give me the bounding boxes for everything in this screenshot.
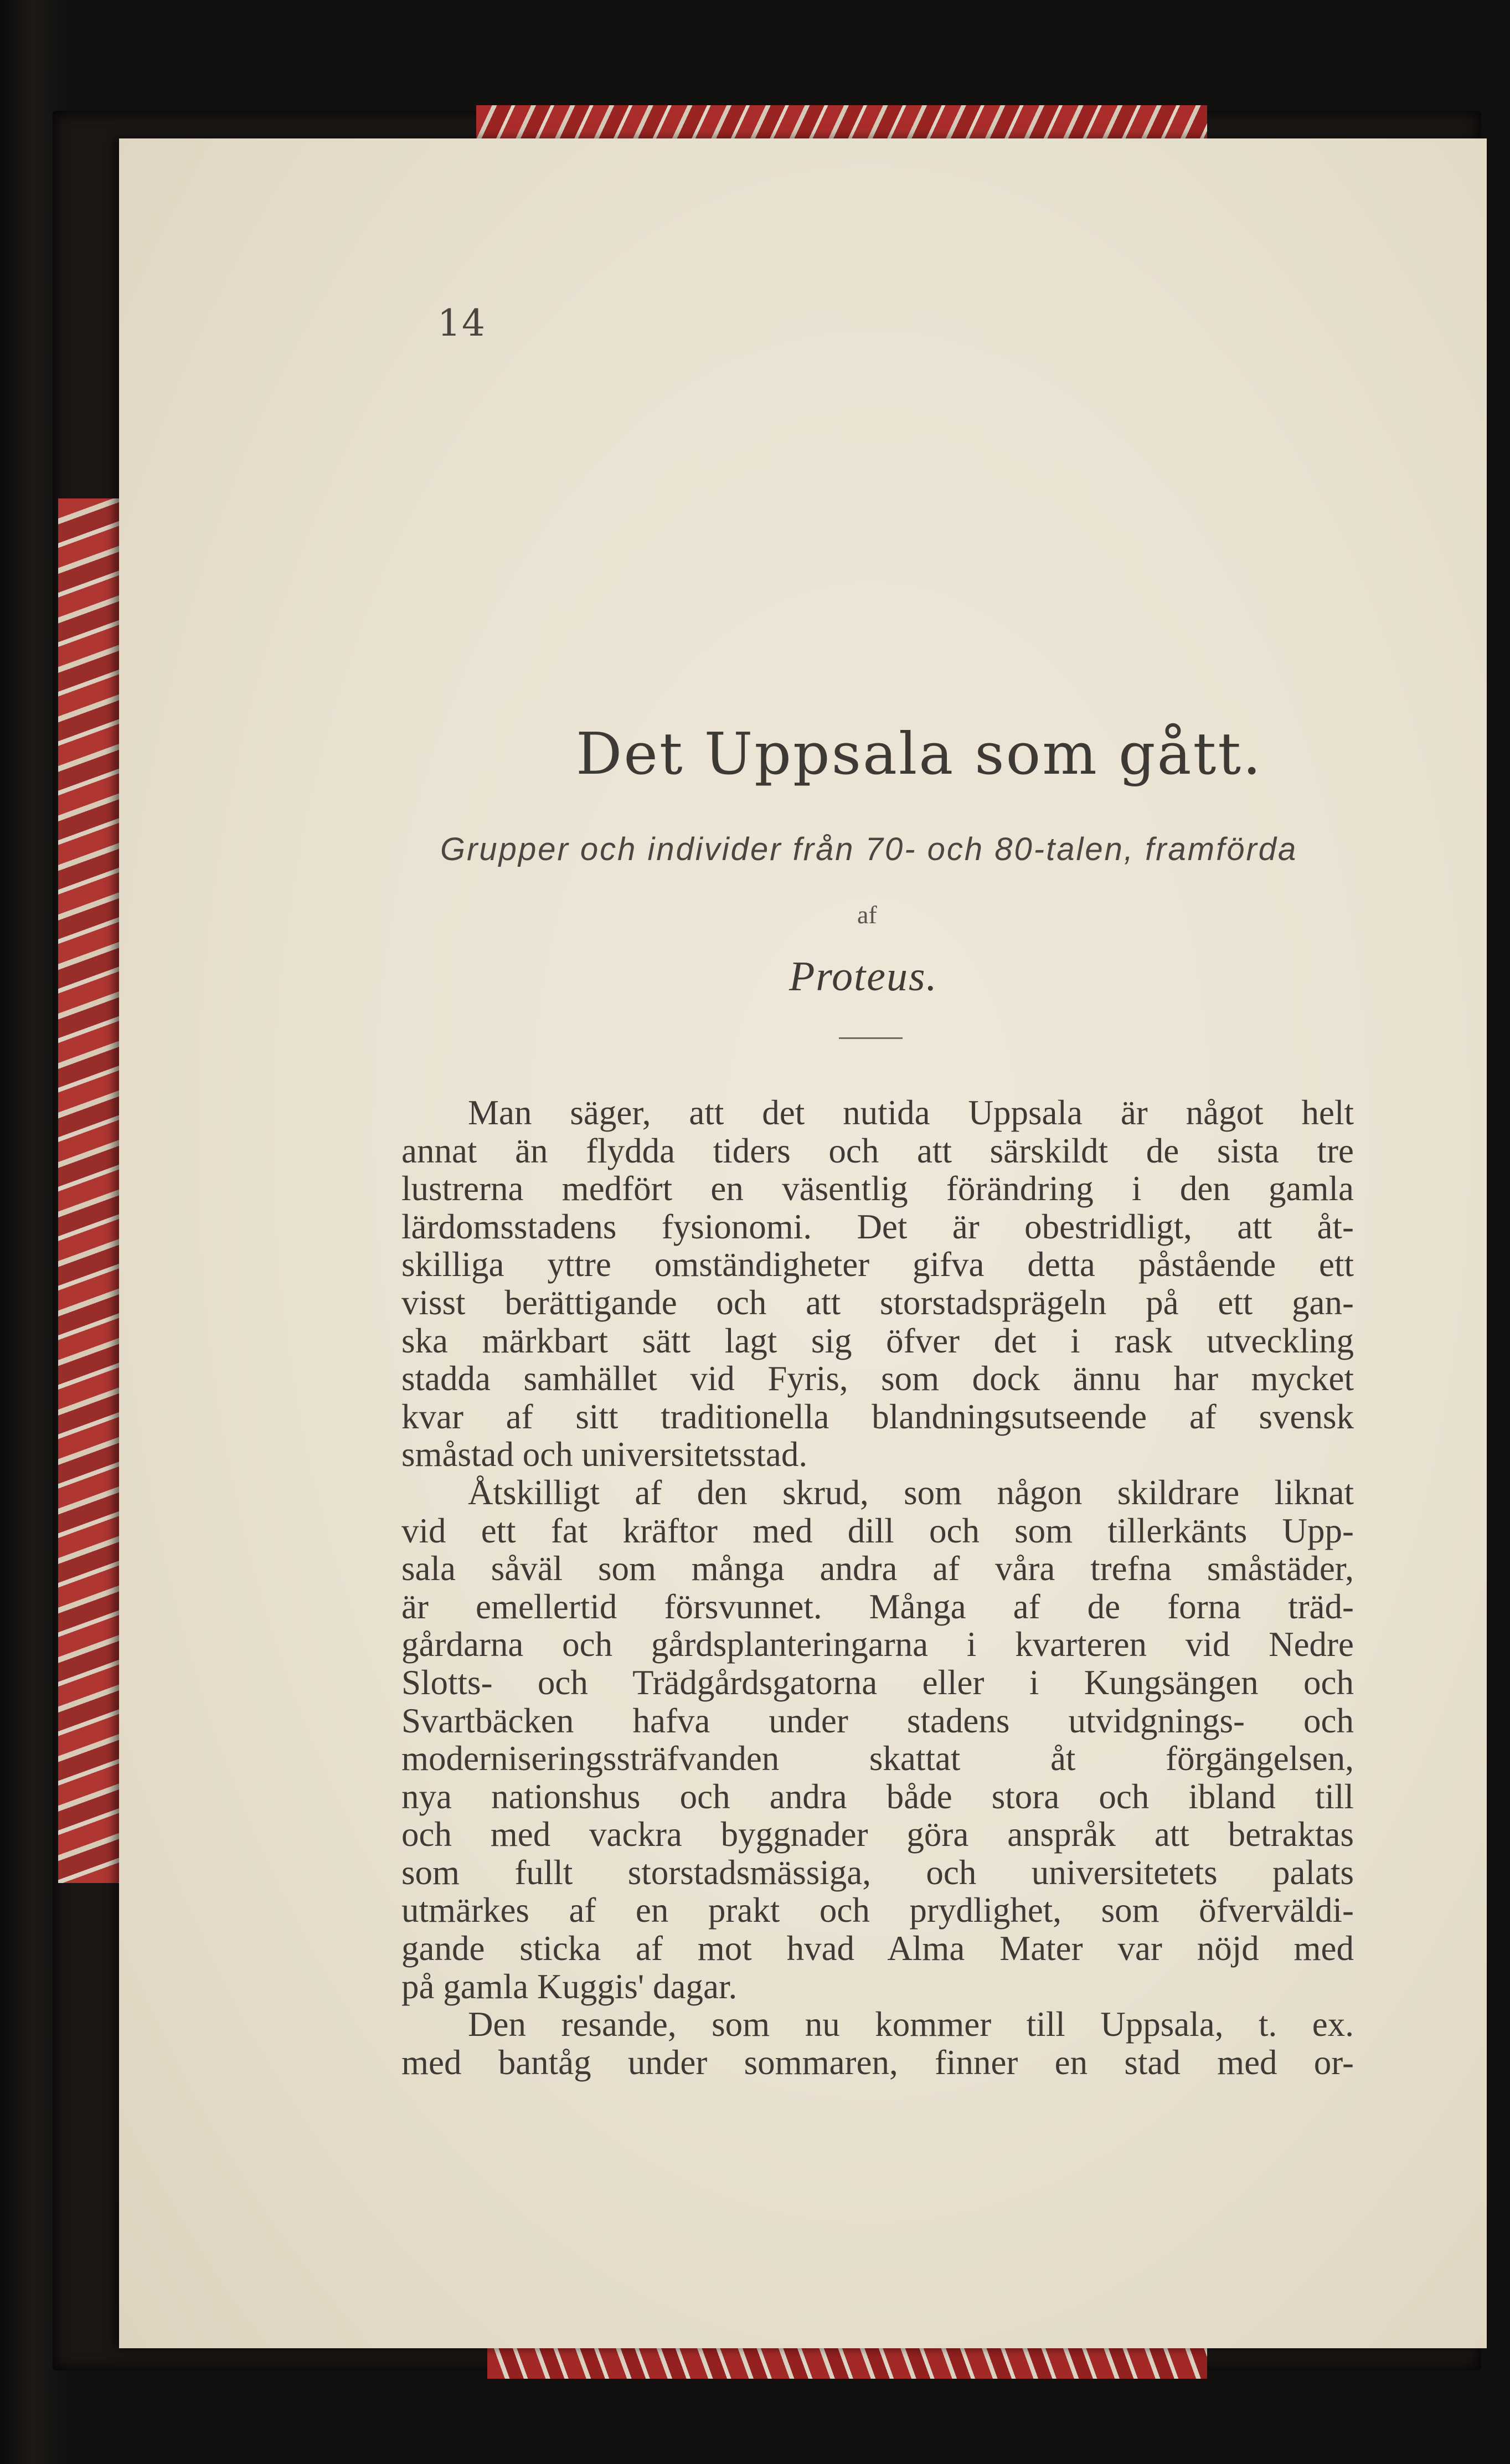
text-line: kvar af sitt traditionella blandningsutseende af svensk	[401, 1397, 1354, 1436]
text-line: Man säger, att det nutida Uppsala är något helt	[468, 1093, 1354, 1132]
author-name: Proteus.	[789, 953, 938, 1000]
text-line: stadda samhället vid Fyris, som dock ännu har mycket	[401, 1359, 1354, 1398]
text-line: utmärkes af en prakt och prydlighet, som öfverväldi-	[401, 1891, 1354, 1930]
body-text	[401, 1094, 1354, 2081]
chapter-subtitle: Grupper och individer från 70- och 80-talen, framförda	[440, 831, 1298, 867]
text-line: vid ett fat kräftor med dill och som tillerkänts Upp-	[401, 1511, 1354, 1550]
text-line: visst berättigande och att storstadsprägeln på ett gan-	[401, 1283, 1354, 1322]
text-line: ska märkbart sätt lagt sig öfver det i rask utveckling	[401, 1321, 1354, 1360]
text-line: Slotts- och Trädgårdsgatorna eller i Kungsängen och	[401, 1663, 1354, 1702]
chapter-title: Det Uppsala som gått.	[576, 720, 1263, 788]
text-line: skilliga yttre omständigheter gifva detta påstående ett	[401, 1245, 1354, 1284]
text-line: Svartbäcken hafva under stadens utvidgnings- och	[401, 1701, 1354, 1740]
text-line: Åtskilligt af den skrud, som någon skildrare liknat	[468, 1473, 1354, 1512]
text-line: lustrerna medfört en väsentlig förändring i den gamla	[401, 1169, 1354, 1208]
text-line: lärdomsstadens fysionomi. Det är obestridligt, att åt-	[401, 1207, 1354, 1246]
text-line: sala såväl som många andra af våra trefna småstäder,	[401, 1549, 1354, 1588]
section-divider	[839, 1037, 903, 1039]
page-number: 14	[437, 302, 486, 344]
text-line: småstad och universitetsstad.	[401, 1435, 808, 1474]
text-line: gårdarna och gårdsplanteringarna i kvarteren vid Nedre	[401, 1625, 1354, 1664]
text-line: moderniseringssträfvanden skattat åt förgängelsen,	[401, 1739, 1354, 1778]
text-line: som fullt storstadsmässiga, och universitetets palats	[401, 1853, 1354, 1892]
text-line: på gamla Kuggis' dagar.	[401, 1967, 738, 2006]
text-line: och med vackra byggnader göra anspråk att betraktas	[401, 1815, 1354, 1854]
text-line: med bantåg under sommaren, finner en stad med or-	[401, 2043, 1354, 2082]
text-line: är emellertid försvunnet. Många af de forna träd-	[401, 1587, 1354, 1626]
text-line: gande sticka af mot hvad Alma Mater var nöjd med	[401, 1929, 1354, 1968]
text-line: nya nationshus och andra både stora och ibland till	[401, 1777, 1354, 1816]
text-line: annat än flydda tiders och att särskildt de sista tre	[401, 1131, 1354, 1170]
text-line: Den resande, som nu kommer till Uppsala, t. ex.	[468, 2005, 1354, 2044]
marbled-edge-left	[58, 498, 119, 1883]
byline-preposition: af	[857, 901, 877, 929]
